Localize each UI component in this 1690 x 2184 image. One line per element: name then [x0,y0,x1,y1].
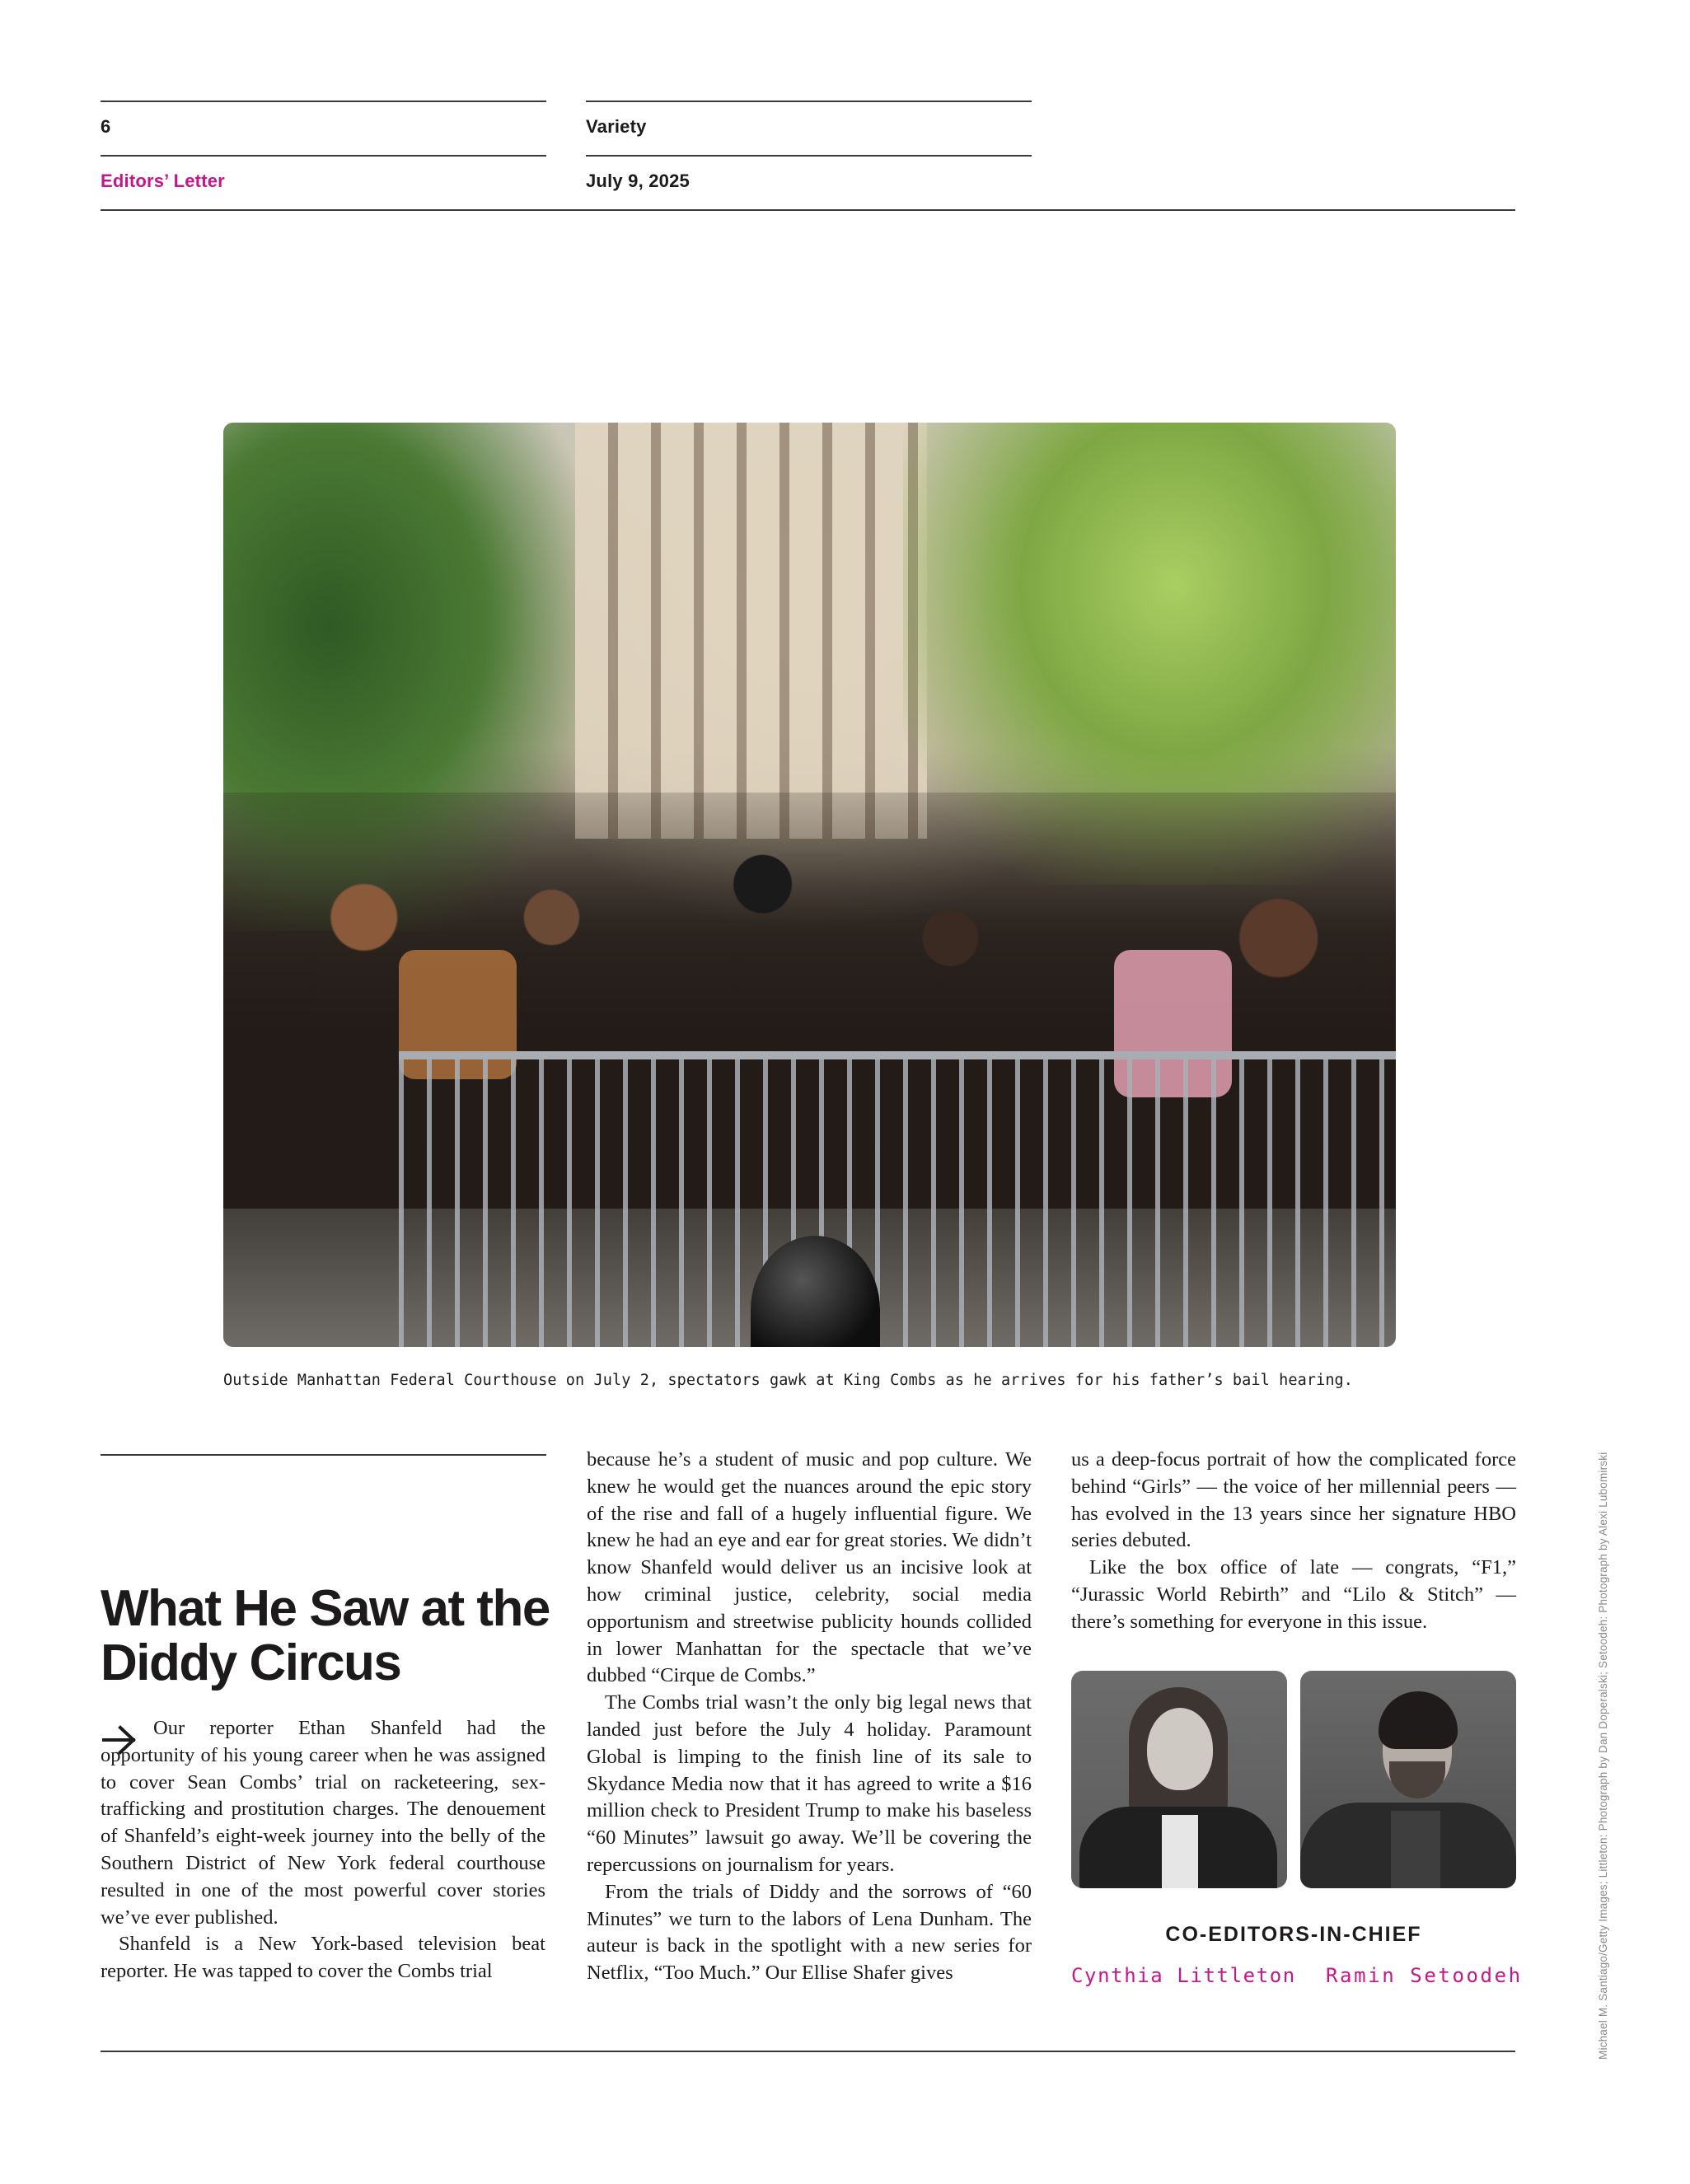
article-column-2 [587,1447,1032,1987]
headshot-beard [1389,1761,1445,1798]
article-paragraph-4: From the trials of Diddy and the sorrows of “60 Minutes” we turn to the labors of Lena Dunham. The auteur is back in the spotlight with a new series for Netflix, “Too Much.” Our Ellise Shafer gives [587,1880,1032,1985]
article-paragraph-1: Our reporter Ethan Shanfeld had the opportunity of his young career when he was assigned to cover Sean Combs’ trial on racketeering, sex-trafficking and prostitution charges. The denouement of Shanfeld’s eight-week journey into the belly of the Southern District of New York federal courthouse resulted in one of the most powerful cover stories we’ve ever published. [101,1717,545,1929]
article-headline: What He Saw at the Diddy Circus [101,1580,550,1691]
editor-name-setoodeh: Ramin Setoodeh [1326,1964,1523,1987]
headshot-shirt [1162,1815,1198,1888]
article-paragraph-2: Shanfeld is a New York-based television beat reporter. He was tapped to cover the Combs trial [101,1933,545,1983]
photo-credits: Michael M. Santiago/Getty Images; Littleton: Photograph by Dan Doperalski; Setoodeh: Photograph by Alexi Lubomirski [1597,1452,1609,2060]
footer-rule [101,2051,1515,2052]
article-column-3 [1071,1447,1516,1636]
page-number: 6 [101,116,111,137]
article-paragraph-4-cont: us a deep-focus portrait of how the complicated force behind “Girls” — the voice of her millennial peers — has evolved in the 13 years since her signature HBO series debuted. [1071,1448,1516,1552]
photo-courthouse-building [575,423,927,839]
article-rule-top [101,1454,546,1456]
photo-metal-barricade [399,1051,1396,1347]
article-paragraph-3: The Combs trial wasn’t the only big legal news that landed just before the July 4 holiday. Paramount Global is limping to the finish line of its sale to Skydance Media now that it has agreed to write a $16 million check to President Trump to make his baseless “60 Minutes” lawsuit go away. We’ll be covering the repercussions on journalism for years. [587,1691,1032,1876]
lead-photo [223,423,1396,1347]
article-column-1 [101,1715,545,1985]
header-rule-bottom [101,209,1515,211]
header-rule-mid-right [586,155,1032,157]
headshot-shirt [1391,1811,1440,1888]
header-rule-mid-left [101,155,546,157]
section-label: Editors’ Letter [101,171,225,191]
headshot-hair [1379,1691,1458,1749]
editor-name-littleton: Cynthia Littleton [1071,1964,1296,1987]
article-paragraph-5: Like the box office of late — congrats, “F1,” “Jurassic World Rebirth” and “Lilo & Stitch” — there’s something for everyone in this issue. [1071,1556,1516,1633]
editors-title: CO-EDITORS-IN-CHIEF [1165,1923,1422,1946]
issue-date: July 9, 2025 [586,171,690,191]
article-paragraph-2-cont: because he’s a student of music and pop culture. We knew he would get the nuances around the epic story of the rise and fall of a hugely influential figure. We knew he had an eye and ear for great stories. We didn’t know Shanfeld would deliver us an incisive look at how criminal justice, celebrity, social media opportunism and streetwise publicity hounds collided in lower Manhattan for the spectacle that we’ve dubbed “Cirque de Combs.” [587,1448,1032,1687]
publication-name: Variety [586,116,647,137]
header-rule-top-left [101,101,546,102]
headshot-ramin-setoodeh [1300,1671,1516,1888]
photo-caption: Outside Manhattan Federal Courthouse on July 2, spectators gawk at King Combs as he arrives for his father’s bail hearing. [223,1372,1354,1389]
headshot-cynthia-littleton [1071,1671,1287,1888]
header-rule-top-right [586,101,1032,102]
headshot-face [1147,1708,1213,1790]
